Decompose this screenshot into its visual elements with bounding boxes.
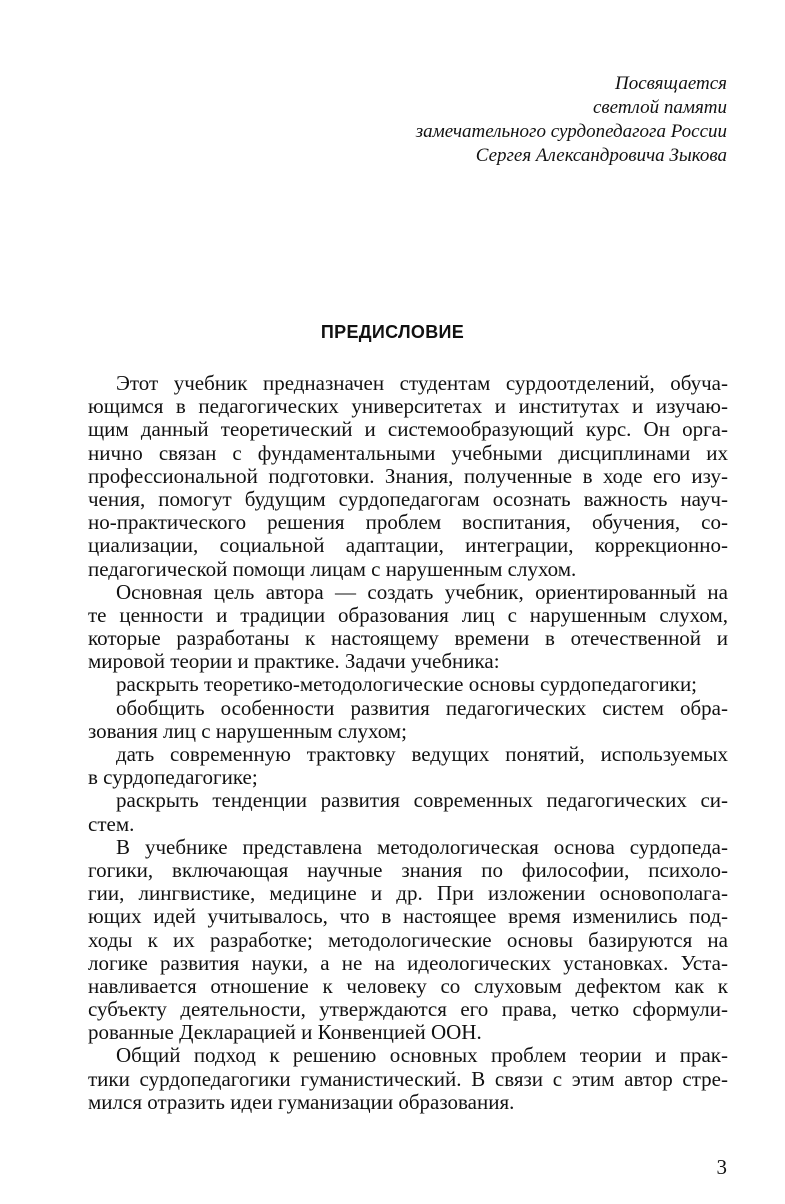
text-line: Этот учебник предназначен студентам сурдоотделений, обуча- [116, 371, 728, 395]
page-title: ПРЕДИСЛОВИЕ [320, 322, 465, 342]
text-line: Общий подход к решению основных проблем теории и прак- [116, 1043, 728, 1068]
text-line: раскрыть тенденции развития современных педагогических си- [116, 788, 728, 813]
text-line: раскрыть теоретико-методологические основы сурдопедагогики; [116, 672, 698, 697]
paragraph [88, 372, 728, 581]
text-line: ющих идей учитывалось, что в настоящее время изменились под- [88, 904, 728, 929]
text-line: Основная цель автора — создать учебник, ориентированный на [116, 579, 728, 604]
text-line: рованные Декларацией и Конвенцией ООН. [88, 1020, 482, 1045]
dedication-line: замечательного сурдопедагога России [415, 121, 727, 142]
dedication-line: Сергея Александровича Зыкова [475, 145, 727, 166]
text-line: гии, лингвистике, медицине и др. При изложении основополага- [88, 881, 728, 906]
text-line: чения, помогут будущим сурдопедагогам осознать важность науч- [88, 486, 728, 511]
paragraph [88, 836, 728, 1045]
text-line: циализации, социальной адаптации, интеграции, коррекционно- [88, 533, 728, 558]
text-line: мировой теории и практике. Задачи учебника: [88, 649, 500, 674]
text-line: мился отразить идеи гуманизации образования. [88, 1089, 515, 1114]
text-line: те ценности и традиции образования лиц с нарушенным слухом, [88, 602, 728, 627]
paragraph [88, 697, 728, 743]
preface-body [88, 372, 728, 1114]
paragraph [88, 1044, 728, 1114]
page-number: 3 [716, 1155, 727, 1179]
paragraph [88, 743, 728, 789]
paragraph [88, 581, 728, 674]
text-line: субъекту деятельности, утверждаются его права, четко сформули- [88, 997, 728, 1022]
dedication-line: Посвящается [615, 73, 727, 94]
dedication-line: светлой памяти [592, 97, 727, 118]
text-line: логике развития науки, а не на идеологических установках. Уста- [88, 950, 728, 975]
text-line: ходы к их разработке; методологические основы базируются на [88, 927, 728, 952]
text-line: навливается отношение к человеку со слуховым дефектом как к [88, 973, 728, 998]
paragraph [88, 673, 728, 696]
text-line: зования лиц с нарушенным слухом; [88, 718, 407, 743]
text-line: дать современную трактовку ведущих понятий, используемых [116, 742, 728, 766]
text-line: ющимся в педагогических университетах и институтах и изучаю- [88, 394, 728, 419]
text-line: обобщить особенности развития педагогических систем обра- [116, 695, 728, 720]
text-line: педагогической помощи лицам с нарушенным слухом. [88, 556, 577, 581]
text-line: щим данный теоретический и системообразующий курс. Он орга- [88, 417, 728, 442]
paragraph [88, 789, 728, 835]
text-line: В учебнике представлена методологическая основа сурдопеда- [116, 834, 728, 859]
text-line: гогики, включающая научные знания по философии, психоло- [88, 857, 728, 882]
text-line: но-практического решения проблем воспитания, обучения, со- [88, 510, 728, 535]
text-line: профессиональной подготовки. Знания, полученные в ходе его изу- [88, 463, 728, 488]
text-line: нично связан с фундаментальными учебными дисциплинами их [88, 440, 728, 465]
text-line: стем. [88, 811, 135, 836]
text-line: в сурдопедагогике; [88, 765, 258, 790]
text-line: тики сурдопедагогики гуманистический. В связи с этим автор стре- [88, 1066, 728, 1091]
dedication [416, 72, 727, 168]
text-line: которые разработаны к настоящему времени в отечественной и [88, 626, 728, 651]
